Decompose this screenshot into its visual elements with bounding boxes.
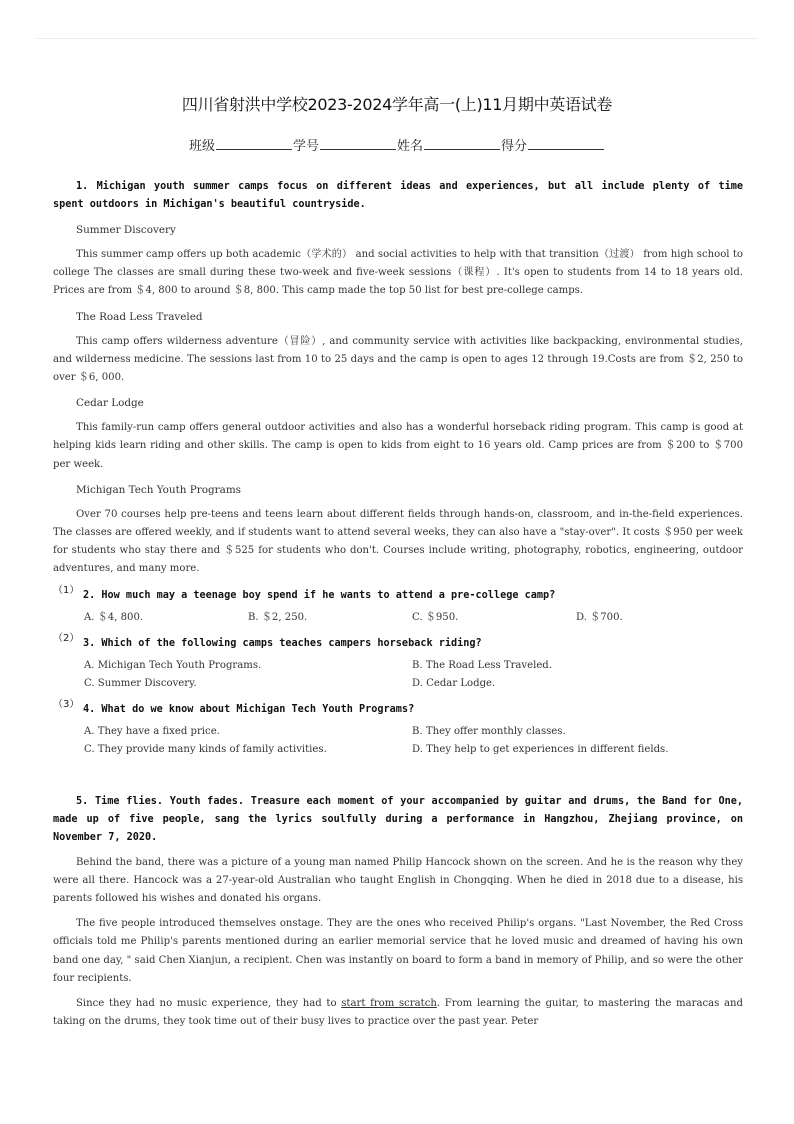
- sub-question-number: （2）: [53, 632, 80, 644]
- score-label: 得分: [501, 139, 528, 154]
- sub-question-text: 4. What do we know about Michigan Tech Youth Programs?: [83, 703, 415, 715]
- underlined-phrase: start from scratch: [341, 998, 437, 1010]
- exam-content: [53, 178, 743, 1031]
- passage-paragraph: [53, 995, 743, 1031]
- option-d[interactable]: D. ＄700.: [576, 611, 623, 623]
- name-blank[interactable]: [424, 137, 500, 150]
- option-c[interactable]: C. They provide many kinds of family activities.: [84, 743, 327, 755]
- answer-options: [84, 609, 743, 627]
- sub-question-number: （1）: [53, 584, 80, 596]
- student-id-blank[interactable]: [320, 137, 396, 150]
- camp-heading-cedar-lodge: Cedar Lodge: [76, 397, 144, 410]
- sub-question-2: [53, 632, 743, 653]
- answer-options: [84, 723, 743, 759]
- option-d[interactable]: D. They help to get experiences in different fields.: [412, 743, 669, 755]
- option-a[interactable]: A. ＄4, 800.: [84, 611, 144, 623]
- passage-paragraph: This family-run camp offers general outdoor activities and also has a wonderful horseback riding program. This camp is good at helping kids learn riding and other skills. The camp is open to kids from eight to 16 years old. Camp prices are from ＄200 to ＄700 per week.: [53, 422, 743, 470]
- sub-question-3: [53, 698, 743, 719]
- passage-paragraph: Behind the band, there was a picture of a young man named Philip Hancock shown on the screen. And he is the reason why they were all there. Hancock was a 27-year-old Australian who taught English in Chongqing. When he died in 2018 due to a disease, his parents followed his wishes and donated his organs.: [53, 856, 743, 905]
- passage-paragraph: Over 70 courses help pre-teens and teens learn about different fields through hands-on, classroom, and in-the-field experiences. The classes are offered weekly, and if students want to attend several weeks, they can also have a "stay-over". It costs ＄950 per week for students who stay there and ＄525 for students who don't. Courses include writing, photography, robotics, engineering, outdoor adventures, and many more.: [53, 508, 743, 575]
- sub-question-text: 3. Which of the following camps teaches campers horseback riding?: [83, 637, 482, 649]
- option-b[interactable]: B. They offer monthly classes.: [412, 725, 566, 737]
- passage-paragraph: The five people introduced themselves onstage. They are the ones who received Philip's organs. "Last November, the Red Cross officials told me Philip's parents mentioned during an earlier memorial service that he loved music and dreamed of having his own band one day, " said Chen Xianjun, a recipient. Chen was instantly on board to form a band in memory of Philip, and so were the other four recipients.: [53, 918, 743, 984]
- student-id-label: 学号: [292, 139, 319, 154]
- option-b[interactable]: B. ＄2, 250.: [248, 611, 308, 623]
- option-a[interactable]: A. Michigan Tech Youth Programs.: [84, 659, 262, 671]
- class-label: 班级: [188, 139, 215, 154]
- sub-question-number: （3）: [53, 698, 80, 710]
- page-title: 四川省射洪中学校2023-2024学年高一(上)11月期中英语试卷: [181, 95, 613, 114]
- camp-heading-road-less-traveled: The Road Less Traveled: [76, 310, 203, 323]
- passage-paragraph: This camp offers wilderness adventure（冒险）, and community service with activities like backpacking, environmental studies, and wilderness medicine. The sessions last from 10 to 25 days and the camp is open to ages 12 through 19.Costs are from ＄2, 250 to over ＄6, 000.: [53, 335, 743, 384]
- question-5-text: 5. Time flies. Youth fades. Treasure each moment of your accompanied by guitar and drums, the Band for One, made up of five people, sang the lyrics soulfully during a performance in Hangzhou, Zhejiang province, on November 7, 2020.: [53, 795, 743, 843]
- question-1-stem: [53, 178, 743, 214]
- passage-text: . From learning the guitar, to mastering the maracas and taking on the drums, they took time out of their busy lives to practice over the past year. Peter: [53, 998, 743, 1028]
- option-a[interactable]: A. They have a fixed price.: [84, 725, 220, 737]
- header-divider: [36, 38, 758, 39]
- option-d[interactable]: D. Cedar Lodge.: [412, 677, 496, 689]
- sub-question-text: 2. How much may a teenage boy spend if he wants to attend a pre-college camp?: [83, 589, 556, 601]
- option-c[interactable]: C. ＄950.: [412, 611, 459, 623]
- class-blank[interactable]: [216, 137, 292, 150]
- passage-paragraph: This summer camp offers up both academic（学术的） and social activities to help with that transition（过渡） from high school to college The classes are small during these two-week and five-week sessions（课程）. It's open to students from 14 to 18 years old. Prices are from ＄4, 800 to around ＄8, 800. This camp made the top 50 list for best pre-college camps.: [53, 249, 743, 297]
- question-1-text: 1. Michigan youth summer camps focus on different ideas and experiences, but all include plenty of time spent outdoors in Michigan's beautiful countryside.: [53, 181, 743, 210]
- passage-text: Since they had no music experience, they had to: [76, 998, 342, 1010]
- student-info-line: [0, 135, 794, 154]
- camp-heading-michigan-tech: Michigan Tech Youth Programs: [76, 483, 242, 496]
- score-blank[interactable]: [528, 137, 604, 150]
- name-label: 姓名: [397, 139, 424, 154]
- sub-question-1: [53, 584, 743, 605]
- answer-options: [84, 657, 743, 693]
- question-5-stem: [53, 793, 743, 847]
- option-b[interactable]: B. The Road Less Traveled.: [412, 659, 552, 671]
- option-c[interactable]: C. Summer Discovery.: [84, 677, 197, 689]
- camp-heading-summer-discovery: Summer Discovery: [76, 224, 176, 236]
